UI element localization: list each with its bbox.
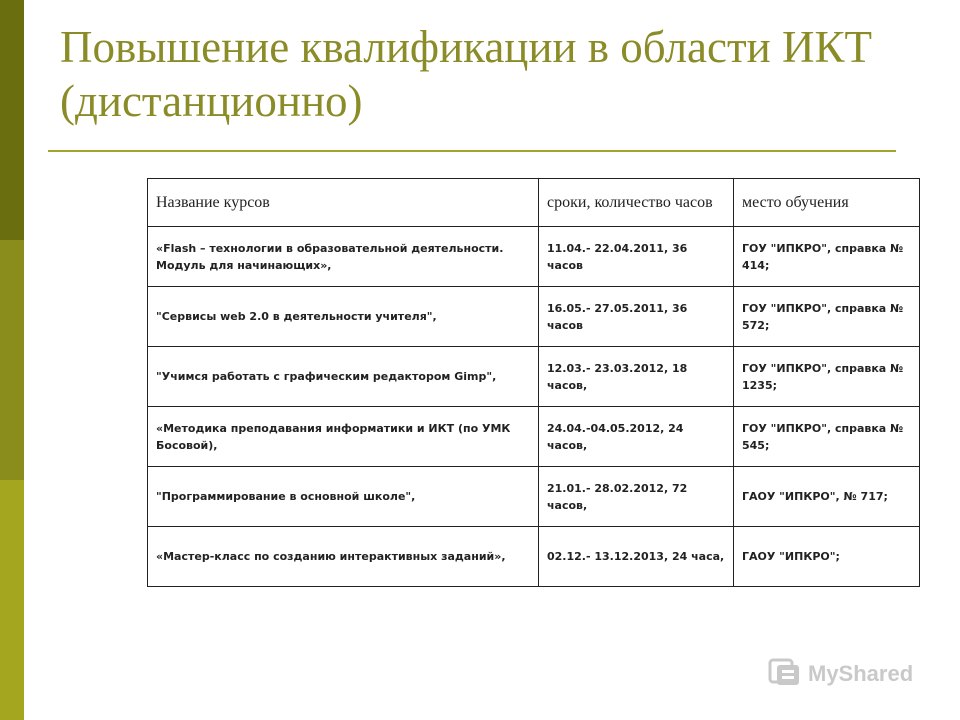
table-header-row: [148, 179, 920, 227]
cell-dates: 11.04.- 22.04.2011, 36 часов: [539, 227, 734, 287]
cell-course: "Учимся работать с графическим редактором Gimp",: [148, 347, 539, 407]
slide-title: Повышение квалификации в области ИКТ (дистанционно): [60, 22, 872, 126]
myshared-logo-icon: [768, 656, 802, 692]
cell-dates: 12.03.- 23.03.2012, 18 часов,: [539, 347, 734, 407]
courses-table: [147, 178, 920, 587]
header-dates: сроки, количество часов: [539, 179, 734, 227]
cell-dates: 16.05.- 27.05.2011, 36 часов: [539, 287, 734, 347]
cell-place: ГОУ "ИПКРО", справка № 572;: [734, 287, 920, 347]
cell-place: ГОУ "ИПКРО", справка № 545;: [734, 407, 920, 467]
cell-course: «Мастер-класс по созданию интерактивных заданий»,: [148, 527, 539, 587]
cell-course: "Программирование в основной школе",: [148, 467, 539, 527]
table-row: [148, 347, 920, 407]
myshared-watermark: [768, 656, 913, 692]
cell-dates: 24.04.-04.05.2012, 24 часов,: [539, 407, 734, 467]
cell-course: «Методика преподавания информатики и ИКТ (по УМК Босовой),: [148, 407, 539, 467]
cell-dates: 21.01.- 28.02.2012, 72 часов,: [539, 467, 734, 527]
cell-place: ГАОУ "ИПКРО", № 717;: [734, 467, 920, 527]
cell-course: «Flash – технологии в образовательной деятельности. Модуль для начинающих»,: [148, 227, 539, 287]
table-row: [148, 467, 920, 527]
cell-place: ГАОУ "ИПКРО";: [734, 527, 920, 587]
header-place: место обучения: [734, 179, 920, 227]
table-row: [148, 527, 920, 587]
header-course: Название курсов: [148, 179, 539, 227]
cell-course: "Сервисы web 2.0 в деятельности учителя",: [148, 287, 539, 347]
title-underline: [48, 150, 896, 152]
watermark-text: MyShared: [808, 661, 914, 686]
side-accent-bar-bottom: [0, 480, 24, 720]
cell-place: ГОУ "ИПКРО", справка № 414;: [734, 227, 920, 287]
table-row: [148, 287, 920, 347]
cell-dates: 02.12.- 13.12.2013, 24 часа,: [539, 527, 734, 587]
table-row: [148, 227, 920, 287]
side-accent-bar-middle: [0, 240, 24, 480]
table-row: [148, 407, 920, 467]
cell-place: ГОУ "ИПКРО", справка № 1235;: [734, 347, 920, 407]
side-accent-bar-top: [0, 0, 24, 240]
